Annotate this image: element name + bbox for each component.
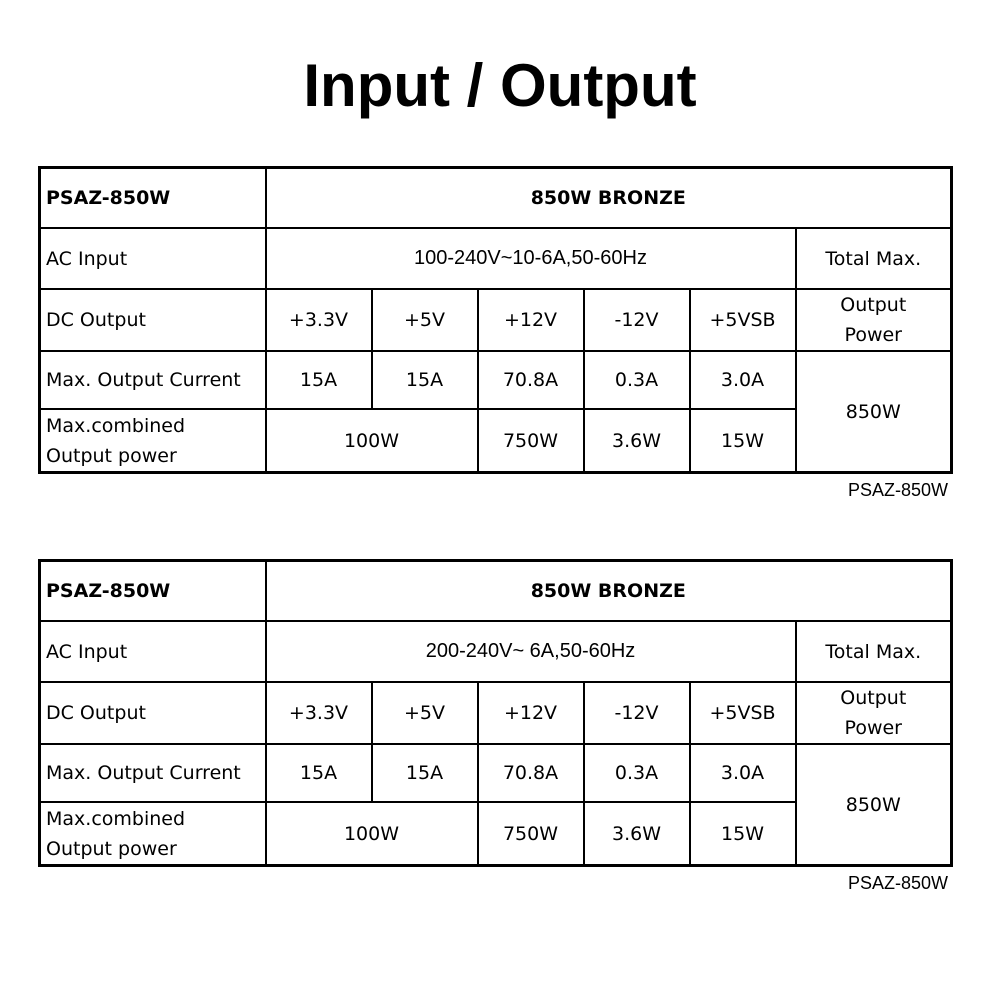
spec-table-block-1 — [38, 166, 950, 501]
table-row-model — [40, 561, 952, 622]
output-power-label — [796, 682, 952, 744]
rail-12v: +12V — [478, 682, 584, 744]
dc-output-label: DC Output — [40, 289, 266, 351]
combined-power-label-line1: Max.combined — [46, 807, 186, 830]
output-power-label-line2: Power — [844, 717, 902, 739]
total-power-value: 850W — [796, 744, 952, 866]
table-row-dc-output — [40, 682, 952, 744]
combined-12v: 750W — [478, 802, 584, 866]
table-caption: PSAZ-850W — [847, 480, 948, 500]
series-name: 850W BRONZE — [266, 561, 952, 622]
combined-power-label-line2: Output power — [46, 837, 177, 860]
combined-5vsb: 15W — [690, 409, 796, 473]
combined-power-label — [40, 409, 266, 473]
table-row-max-current — [40, 744, 952, 802]
current-3v3: 15A — [266, 744, 372, 802]
page-title: Input / Output — [303, 52, 697, 119]
rail-3v3: +3.3V — [266, 289, 372, 351]
current-neg12v: 0.3A — [584, 351, 690, 409]
combined-3v3-5v: 100W — [266, 409, 478, 473]
ac-input-value: 100-240V~10-6A,50-60Hz — [266, 228, 796, 289]
table-row-model — [40, 168, 952, 229]
current-3v3: 15A — [266, 351, 372, 409]
combined-neg12v: 3.6W — [584, 802, 690, 866]
current-5v: 15A — [372, 744, 478, 802]
dc-output-label: DC Output — [40, 682, 266, 744]
table-row-ac-input — [40, 621, 952, 682]
rail-neg12v: -12V — [584, 289, 690, 351]
current-5vsb: 3.0A — [690, 744, 796, 802]
model-name: PSAZ-850W — [40, 561, 266, 622]
combined-3v3-5v: 100W — [266, 802, 478, 866]
combined-12v: 750W — [478, 409, 584, 473]
ac-input-label: AC Input — [40, 228, 266, 289]
current-12v: 70.8A — [478, 351, 584, 409]
output-power-label-line2: Power — [844, 324, 902, 346]
current-neg12v: 0.3A — [584, 744, 690, 802]
current-5v: 15A — [372, 351, 478, 409]
total-power-value: 850W — [796, 351, 952, 473]
ac-input-value: 200-240V~ 6A,50-60Hz — [266, 621, 796, 682]
total-max-label: Total Max. — [796, 228, 952, 289]
table-row-dc-output — [40, 289, 952, 351]
total-max-label: Total Max. — [796, 621, 952, 682]
spec-table — [38, 166, 953, 474]
combined-power-label-line2: Output power — [46, 444, 177, 467]
rail-5vsb: +5VSB — [690, 682, 796, 744]
output-power-label-line1: Output — [840, 687, 907, 709]
combined-neg12v: 3.6W — [584, 409, 690, 473]
current-5vsb: 3.0A — [690, 351, 796, 409]
table-caption: PSAZ-850W — [847, 873, 948, 893]
combined-5vsb: 15W — [690, 802, 796, 866]
rail-5v: +5V — [372, 682, 478, 744]
model-name: PSAZ-850W — [40, 168, 266, 229]
rail-5vsb: +5VSB — [690, 289, 796, 351]
table-row-max-current — [40, 351, 952, 409]
spec-table-block-2 — [38, 559, 950, 894]
rail-3v3: +3.3V — [266, 682, 372, 744]
output-power-label-line1: Output — [840, 294, 907, 316]
spec-table — [38, 559, 953, 867]
rail-neg12v: -12V — [584, 682, 690, 744]
rail-5v: +5V — [372, 289, 478, 351]
ac-input-label: AC Input — [40, 621, 266, 682]
combined-power-label — [40, 802, 266, 866]
series-name: 850W BRONZE — [266, 168, 952, 229]
current-12v: 70.8A — [478, 744, 584, 802]
rail-12v: +12V — [478, 289, 584, 351]
table-row-ac-input — [40, 228, 952, 289]
combined-power-label-line1: Max.combined — [46, 414, 186, 437]
max-current-label: Max. Output Current — [40, 744, 266, 802]
output-power-label — [796, 289, 952, 351]
max-current-label: Max. Output Current — [40, 351, 266, 409]
